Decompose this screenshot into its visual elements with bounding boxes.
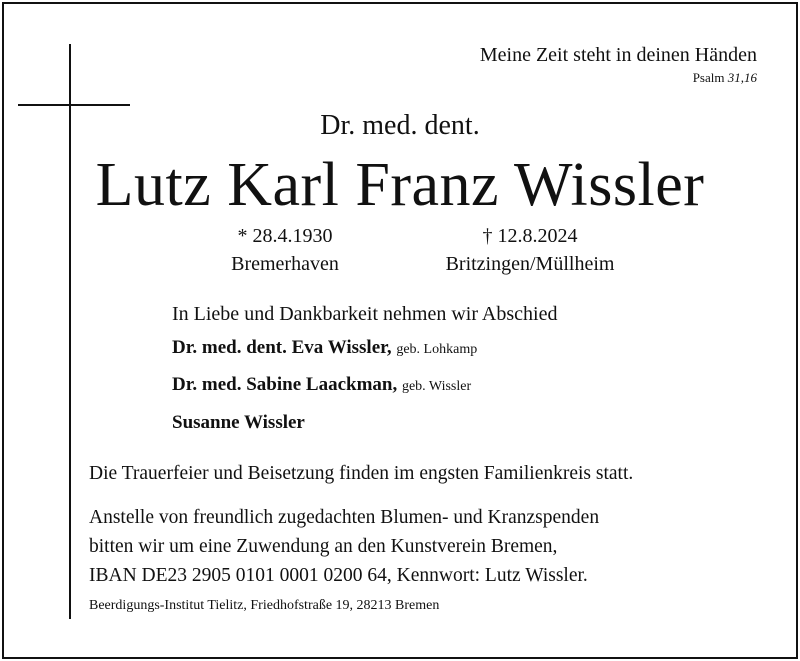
donation-line: Anstelle von freundlich zugedachten Blumen- und Kranzspenden <box>89 507 600 528</box>
motto-source <box>693 70 757 86</box>
motto-source-verse: 31,16 <box>727 70 757 85</box>
deceased-title: Dr. med. dent. <box>320 110 480 141</box>
birth-place: Bremerhaven <box>231 253 339 275</box>
death-date: † 12.8.2024 <box>482 225 578 247</box>
mourner-entry <box>172 412 305 434</box>
cross-horizontal-bar <box>18 104 130 106</box>
mourner-name: Dr. med. Sabine Laackman, <box>172 374 398 395</box>
motto-text: Meine Zeit steht in deinen Händen <box>479 44 757 66</box>
notice-border <box>2 2 798 659</box>
motto-source-book: Psalm <box>692 70 725 85</box>
mourner-maiden-name: geb. Wissler <box>401 379 472 394</box>
mourner-name: Susanne Wissler <box>172 412 305 433</box>
funeral-notice: Die Trauerfeier und Beisetzung finden im engsten Familienkreis statt. <box>89 463 634 484</box>
deceased-name: Lutz Karl Franz Wissler <box>95 151 705 219</box>
death-place: Britzingen/Müllheim <box>445 253 615 275</box>
mourner-entry <box>172 374 471 396</box>
undertaker-info: Beerdigungs-Institut Tielitz, Friedhofstraße 19, 28213 Bremen <box>89 598 440 613</box>
mourner-maiden-name: geb. Lohkamp <box>396 342 478 357</box>
donation-line: IBAN DE23 2905 0101 0001 0200 64, Kennwort: Lutz Wissler. <box>89 565 588 586</box>
donation-line: bitten wir um eine Zuwendung an den Kunstverein Bremen, <box>89 536 558 557</box>
mourner-name: Dr. med. dent. Eva Wissler, <box>172 337 392 358</box>
mourner-entry <box>172 337 477 359</box>
farewell-line: In Liebe und Dankbarkeit nehmen wir Abschied <box>172 303 558 325</box>
birth-date: * 28.4.1930 <box>237 225 333 247</box>
